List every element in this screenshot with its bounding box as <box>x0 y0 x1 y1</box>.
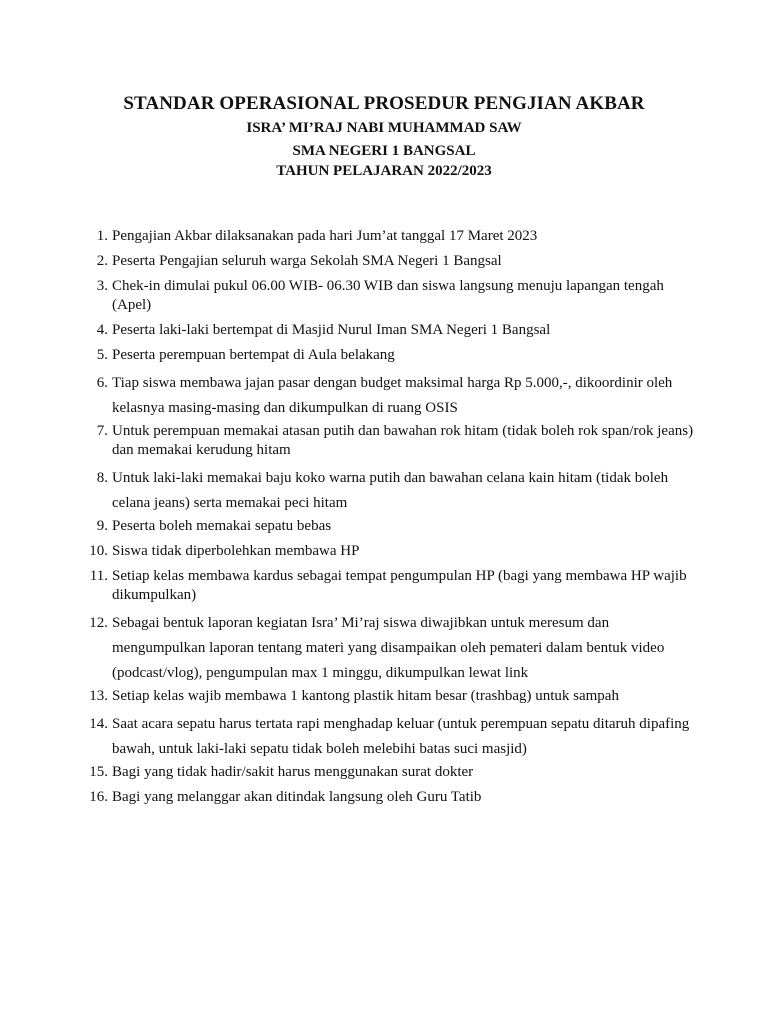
list-item-number: 12. <box>89 615 108 631</box>
list-item-text: Untuk perempuan memakai atasan putih dan bawahan rok hitam (tidak boleh rok span/rok jeans) dan memakai kerudung hitam <box>112 423 694 458</box>
list-item-number: 14. <box>89 716 108 732</box>
list-item-text: Pengajian Akbar dilaksanakan pada hari Jum’at tanggal 17 Maret 2023 <box>112 228 538 244</box>
list-item-text: Peserta Pengajian seluruh warga Sekolah SMA Negeri 1 Bangsal <box>112 253 502 269</box>
document-subtitle-school: SMA NEGERI 1 BANGSAL <box>292 143 476 159</box>
list-item-text: Saat acara sepatu harus tertata rapi menghadap keluar (untuk perempuan sepatu ditaruh dipafing bawah, untuk laki-laki sepatu tidak boleh melebihi batas suci masjid) <box>112 716 690 757</box>
list-item <box>80 611 700 686</box>
list-item-text: Peserta laki-laki bertempat di Masjid Nurul Iman SMA Negeri 1 Bangsal <box>112 322 551 338</box>
list-item <box>80 422 700 460</box>
list-item-number: 6. <box>96 375 108 391</box>
list-item-number: 8. <box>96 470 108 486</box>
list-item-number: 11. <box>89 568 108 584</box>
list-item-text: Chek-in dimulai pukul 06.00 WIB- 06.30 WIB dan siswa langsung menuju lapangan tengah (Apel) <box>112 278 664 313</box>
list-item-text: Peserta boleh memakai sepatu bebas <box>112 518 332 534</box>
list-item-text: Siswa tidak diperbolehkan membawa HP <box>112 543 360 559</box>
list-item <box>80 321 700 340</box>
procedure-list <box>80 227 700 813</box>
list-item-text: Untuk laki-laki memakai baju koko warna putih dan bawahan celana kain hitam (tidak boleh celana jeans) serta memakai peci hitam <box>112 470 669 511</box>
list-item-number: 7. <box>96 423 108 439</box>
list-item <box>80 567 700 605</box>
list-item <box>80 517 700 536</box>
list-item-number: 3. <box>96 278 108 294</box>
list-item <box>80 763 700 782</box>
list-item <box>80 788 700 807</box>
document-subtitle-year: TAHUN PELAJARAN 2022/2023 <box>276 163 492 179</box>
list-item-text: Sebagai bentuk laporan kegiatan Isra’ Mi’raj siswa diwajibkan untuk meresum dan mengumpulkan laporan tentang materi yang disampaikan oleh pemateri dalam bentuk video (podcast/vlog), pengumpulan max 1 minggu, dikumpulkan lewat link <box>112 615 665 681</box>
list-item-text: Bagi yang tidak hadir/sakit harus menggunakan surat dokter <box>112 764 474 780</box>
list-item-number: 15. <box>89 764 108 780</box>
document-title: STANDAR OPERASIONAL PROSEDUR PENGJIAN AKBAR <box>123 93 645 114</box>
document-subtitle-event: ISRA’ MI’RAJ NABI MUHAMMAD SAW <box>246 120 522 136</box>
list-item <box>80 277 700 315</box>
list-item <box>80 371 700 421</box>
list-item-text: Tiap siswa membawa jajan pasar dengan budget maksimal harga Rp 5.000,-, dikoordinir oleh kelasnya masing-masing dan dikumpulkan di ruang OSIS <box>112 375 673 416</box>
list-item-number: 2. <box>96 253 108 269</box>
list-item-number: 16. <box>89 789 108 805</box>
list-item-number: 1. <box>96 228 108 244</box>
list-item-text: Setiap kelas wajib membawa 1 kantong plastik hitam besar (trashbag) untuk sampah <box>112 688 619 704</box>
list-item-number: 4. <box>96 322 108 338</box>
list-item <box>80 466 700 516</box>
list-item-text: Setiap kelas membawa kardus sebagai tempat pengumpulan HP (bagi yang membawa HP wajib dikumpulkan) <box>112 568 687 603</box>
list-item-text: Bagi yang melanggar akan ditindak langsung oleh Guru Tatib <box>112 789 482 805</box>
list-item <box>80 687 700 706</box>
list-item-number: 9. <box>96 518 108 534</box>
list-item-number: 5. <box>96 347 108 363</box>
list-item <box>80 252 700 271</box>
list-item <box>80 712 700 762</box>
list-item <box>80 227 700 246</box>
list-item-text: Peserta perempuan bertempat di Aula belakang <box>112 347 395 363</box>
list-item <box>80 542 700 561</box>
list-item <box>80 346 700 365</box>
list-item-number: 13. <box>89 688 108 704</box>
list-item-number: 10. <box>89 543 108 559</box>
